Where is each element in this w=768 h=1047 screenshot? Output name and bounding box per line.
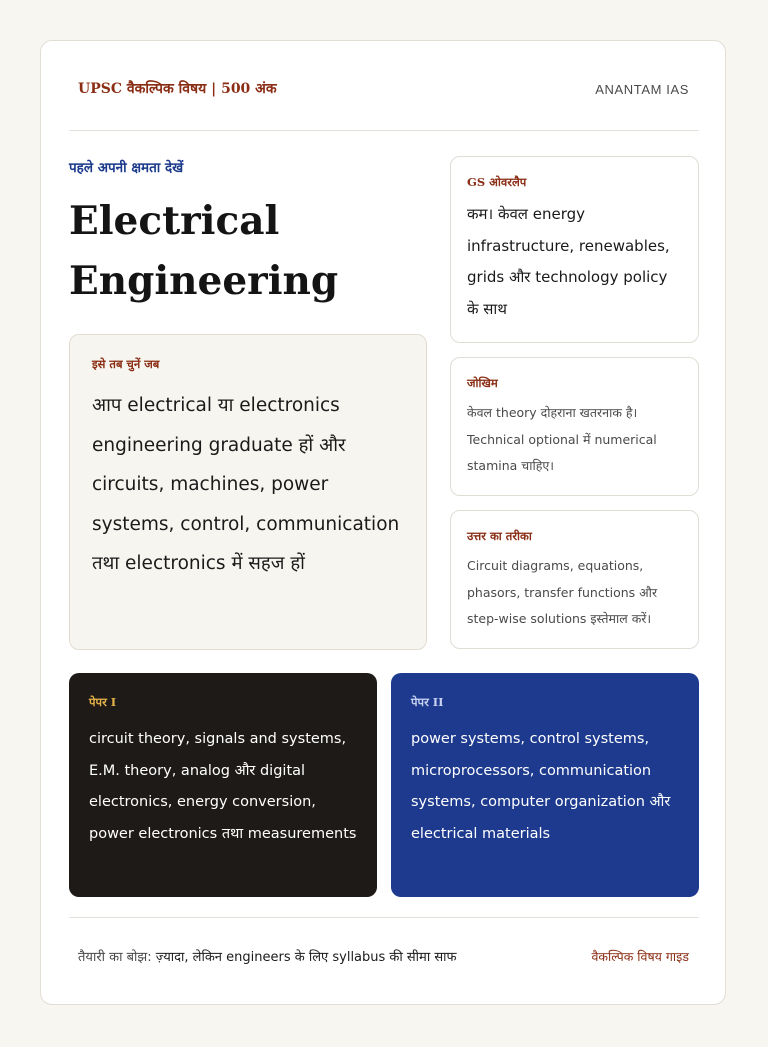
risk-box (450, 357, 699, 496)
title-line-1: Electrical (69, 198, 280, 244)
page-title (69, 191, 429, 311)
header-divider (69, 130, 699, 131)
footer-divider (69, 917, 699, 918)
paper-2-text: power systems, control systems, microprocessors, communication systems, computer organization और electrical materials (411, 731, 671, 842)
risk-label: जोखिम (467, 376, 498, 390)
gs-overlap-text: कम। केवल energy infrastructure, renewables, grids और technology policy के साथ (467, 205, 670, 318)
paper-2-label: पेपर II (411, 695, 444, 709)
prep-load (78, 947, 457, 965)
paper-1-label: पेपर I (89, 695, 117, 709)
title-line-2: Engineering (69, 258, 339, 304)
org-name: ANANTAM IAS (595, 82, 689, 97)
brand-title: UPSC वैकल्पिक विषय | 500 अंक (78, 81, 277, 97)
choose-when-label: इसे तब चुनें जब (92, 357, 160, 371)
prep-load-value: ज़्यादा, लेकिन engineers के लिए syllabus की सीमा साफ (155, 950, 457, 965)
answer-method-text: Circuit diagrams, equations, phasors, transfer functions और step-wise solutions इस्तेमाल करें। (467, 558, 658, 626)
answer-method-label: उत्तर का तरीका (467, 529, 532, 543)
answer-method-box (450, 510, 699, 649)
paper-1-text: circuit theory, signals and systems, E.M. theory, analog और digital electronics, energy conversion, power electronics तथा measurements (89, 731, 357, 842)
risk-text: केवल theory दोहराना खतरनाक है। Technical optional में numerical stamina चाहिए। (467, 405, 657, 473)
choose-when-box (69, 334, 427, 650)
paper-2-box (391, 673, 699, 897)
guide-name: वैकल्पिक विषय गाइड (591, 949, 689, 964)
hero-eyebrow: पहले अपनी क्षमता देखें (69, 160, 184, 176)
prep-load-label: तैयारी का बोझ: (78, 950, 152, 965)
paper-1-box (69, 673, 377, 897)
guide-card (40, 40, 726, 1005)
gs-overlap-box (450, 156, 699, 343)
gs-overlap-label: GS ओवरलैप (467, 175, 527, 189)
choose-when-text: आप electrical या electronics engineering graduate हों और circuits, machines, power systems, control, communication तथा electronics में सहज हों (92, 395, 400, 574)
